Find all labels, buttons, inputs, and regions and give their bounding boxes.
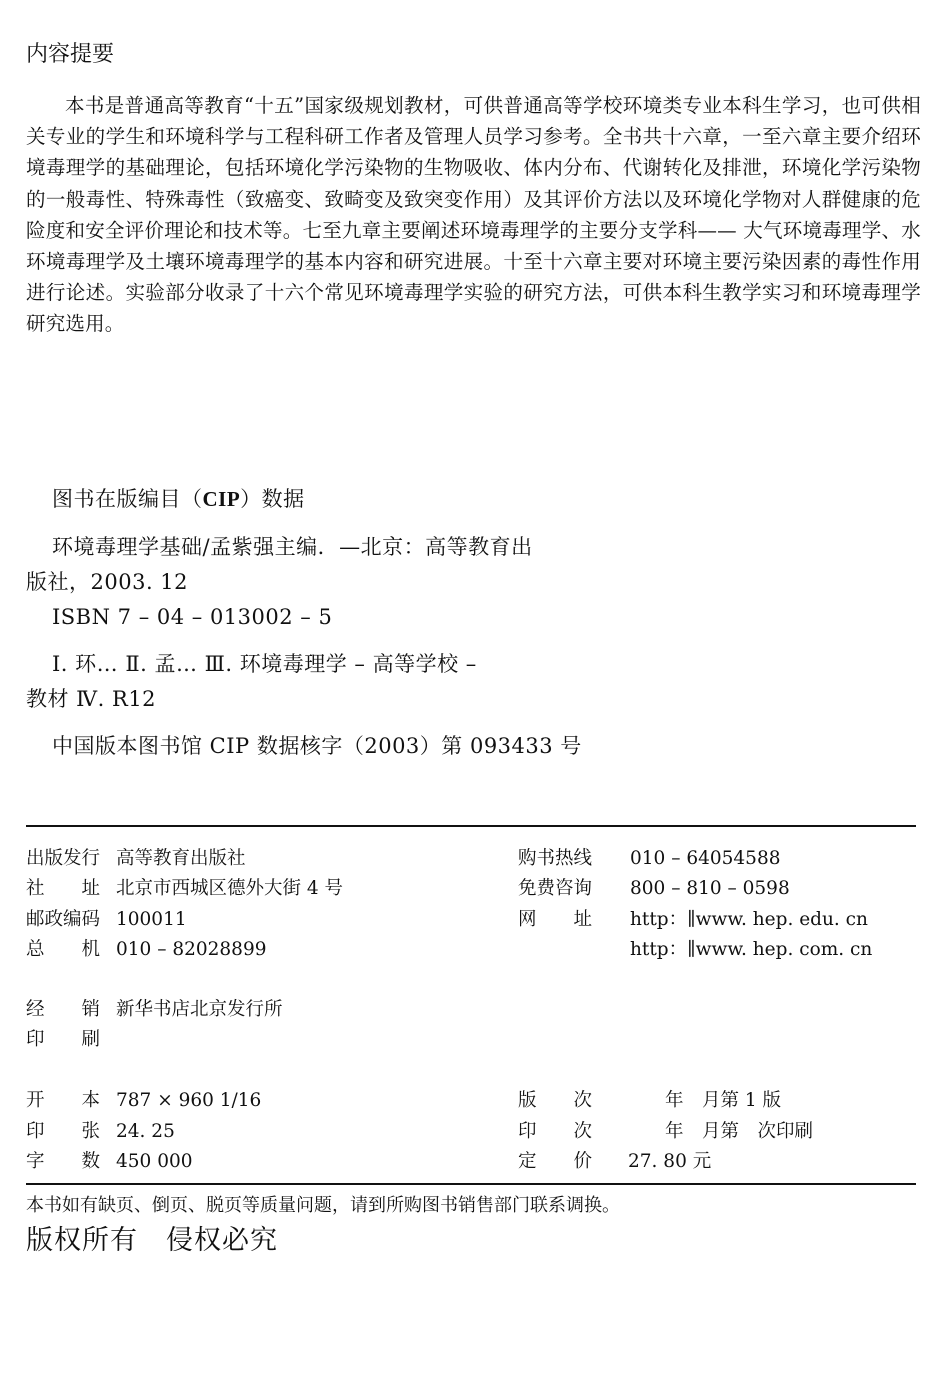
info-value-link[interactable]: http：∥www. hep. com. cn [630,939,873,960]
info-value: 100011 [116,909,187,930]
info-label: 经 销 [26,999,101,1020]
info-switchboard [26,938,266,962]
cip-library-number: 中国版本图书馆 CIP 数据核字（2003）第 093433 号 [52,734,582,758]
info-address [26,877,343,901]
info-label: 开 本 [26,1090,101,1111]
info-label: 字 数 [26,1151,101,1172]
cip-isbn: ISBN 7 – 04 – 013002 – 5 [52,605,333,629]
info-word-count [26,1150,193,1174]
cip-title-line1: 环境毒理学基础/孟紫强主编．—北京：高等教育出 [52,535,533,559]
info-label: 社 址 [26,878,101,899]
info-postcode [26,908,187,932]
info-value: 年 月第 1 版 [628,1090,782,1111]
info-label: 邮政编码 [26,909,101,930]
info-label: 印 刷 [26,1029,101,1050]
info-sheets [26,1120,175,1144]
info-label: 印 张 [26,1121,101,1142]
summary-heading: 内容提要 [26,42,115,67]
info-value: 新华书店北京发行所 [116,999,283,1020]
info-value: 010 – 64054588 [630,848,781,869]
quality-notice: 本书如有缺页、倒页、脱页等质量问题，请到所购图书销售部门联系调换。 [26,1195,620,1216]
cip-heading-pre: 图书在版编目（ [52,487,203,511]
info-value-link[interactable]: http：∥www. hep. edu. cn [630,909,868,930]
summary-body: 本书是普通高等教育“十五”国家级规划教材，可供普通高等学校环境类专业本科生学习，也可供相关专业的学生和环境科学与工程科研工作者及管理人员学习参考。全书共十六章，一至六章主要介绍环境毒理学的基础理论，包括环境化学污染物的生物吸收、体内分布、代谢转化及排泄，环境化学污染物的一般毒性、特殊毒性（致癌变、致畸变及致突变作用）及其评价方法以及环境化学物对人群健康的危险度和安全评价理论和技术等。七至九章主要阐述环境毒理学的主要分支学科—— 大气环境毒理学、水环境毒理学及土壤环境毒理学的基本内容和研究进展。十至十六章主要对环境主要污染因素的毒性作用进行论述。实验部分收录了十六个常见环境毒理学实验的研究方法，可供本科生教学实习和环境毒理学研究选用。 [26,94,921,336]
cip-heading-cip: CIP [202,487,241,511]
info-consult [518,877,790,901]
divider-top [26,825,916,827]
info-printing [518,1120,813,1144]
info-value: 787 × 960 1/16 [116,1090,262,1111]
cip-heading-post: ）数据 [240,487,305,511]
info-printer [26,1028,116,1052]
info-price [518,1150,711,1174]
info-value: 010 – 82028899 [116,939,267,960]
info-label: 印 次 [518,1121,593,1142]
info-format [26,1089,261,1113]
info-publisher [26,847,246,871]
info-distributor [26,998,283,1022]
info-label: 网 址 [518,909,593,930]
divider-bottom [26,1183,916,1185]
info-label: 定 价 [518,1151,593,1172]
copyright-statement: 版权所有 侵权必究 [26,1225,278,1256]
cip-heading [52,484,305,514]
cip-title-line2: 版社，2003. 12 [26,570,189,594]
info-label: 出版发行 [26,848,101,869]
info-value: 高等教育出版社 [116,848,246,869]
cip-subject-line1: Ⅰ. 环… Ⅱ. 孟… Ⅲ. 环境毒理学 – 高等学校 – [52,652,477,676]
info-value: 27. 80 元 [628,1151,712,1172]
info-value: 年 月第 次印刷 [628,1121,814,1142]
info-label: 免费咨询 [518,878,593,899]
info-value: 450 000 [116,1151,193,1172]
info-value: 北京市西城区德外大街 4 号 [116,878,344,899]
info-label: 购书热线 [518,848,593,869]
info-hotline [518,847,780,871]
info-label: 版 次 [518,1090,593,1111]
info-edition [518,1089,781,1113]
cip-subject-line2: 教材 Ⅳ. R12 [26,687,157,711]
info-value: 24. 25 [116,1121,175,1142]
info-website-alt [518,938,872,962]
info-value: 800 – 810 – 0598 [630,878,790,899]
info-website [518,908,868,932]
info-label: 总 机 [26,939,101,960]
